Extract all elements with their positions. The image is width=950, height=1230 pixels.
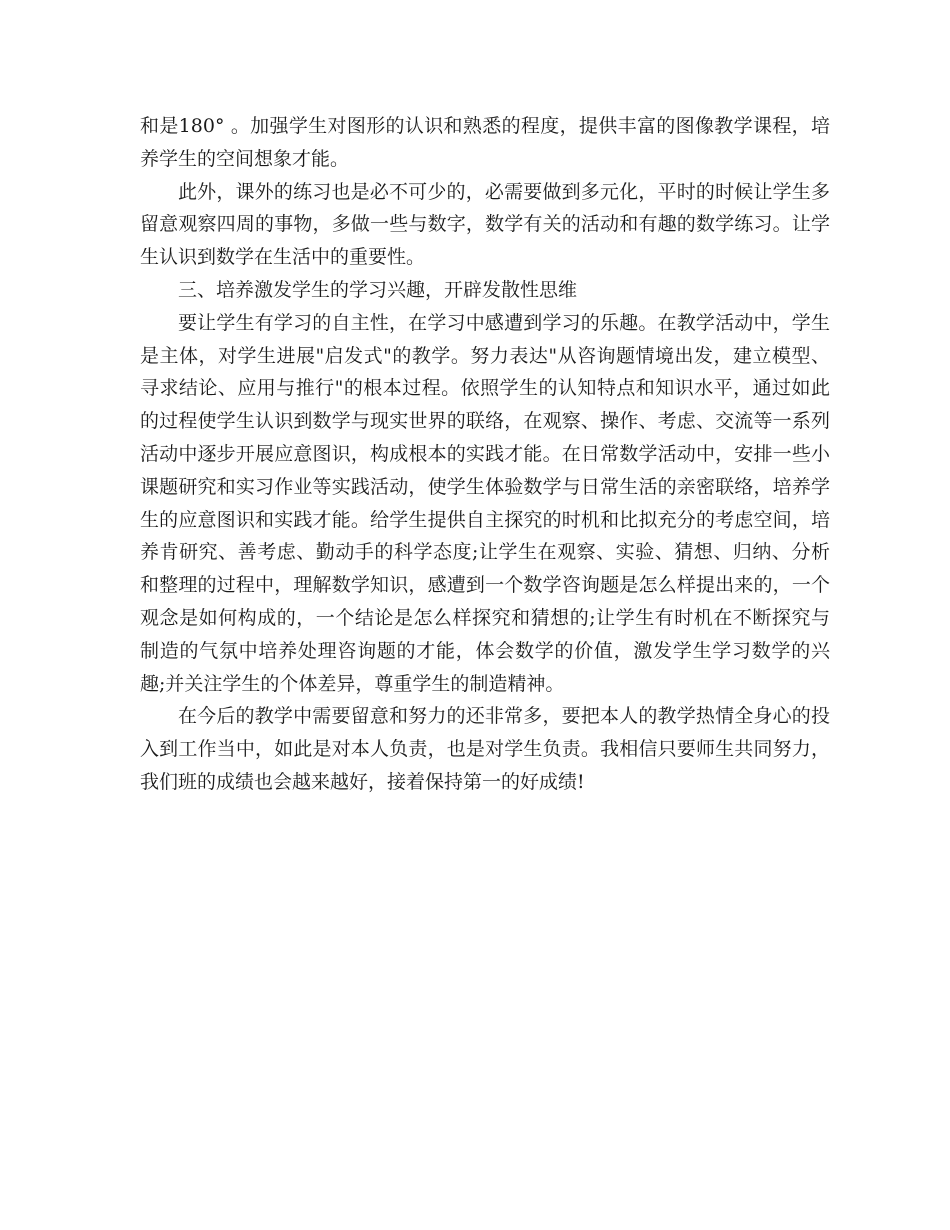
- document-body: [140, 110, 830, 799]
- section-heading: 三、培养激发学生的学习兴趣，开辟发散性思维: [178, 278, 578, 301]
- paragraph-student-autonomy: 要让学生有学习的自主性，在学习中感遭到学习的乐趣。在教学活动中，学生是主体，对学生进展"启发式"的教学。努力表达"从咨询题情境出发，建立模型、寻求结论、应用与推行"的根本过程。依照学生的认知特点和知识水平，通过如此的过程使学生认识到数学与现实世界的联络，在观察、操作、考虑、交流等一系列活动中逐步开展应意图识，构成根本的实践才能。在日常数学活动中，安排一些小课题研究和实习作业等实践活动，使学生体验数学与日常生活的亲密联络，培养学生的应意图识和实践才能。给学生提供自主探究的时机和比拟充分的考虑空间，培养肯研究、善考虑、勤动手的科学态度;让学生在观察、实验、猜想、归纳、分析和整理的过程中，理解数学知识，感遭到一个数学咨询题是怎么样提出来的，一个观念是如何构成的，一个结论是怎么样探究和猜想的;让学生有时机在不断探究与制造的气氛中培养处理咨询题的才能，体会数学的价值，激发学生学习数学的兴趣;并关注学生的个体差异，尊重学生的制造精神。: [140, 311, 830, 695]
- paragraph-extracurricular-practice: 此外，课外的练习也是必不可少的，必需要做到多元化，平时的时候让学生多留意观察四周的事物，多做一些与数字，数学有关的活动和有趣的数学练习。让学生认识到数学在生活中的重要性。: [140, 180, 830, 269]
- paragraph-conclusion: 在今后的教学中需要留意和努力的还非常多，要把本人的教学热情全身心的投入到工作当中，如此是对本人负责，也是对学生负责。我相信只要师生共同努力，我们班的成绩也会越来越好，接着保持第一的好成绩!: [140, 705, 830, 793]
- paragraph-continuation: 和是180° 。加强学生对图形的认识和熟悉的程度，提供丰富的图像教学课程，培养学生的空间想象才能。: [140, 115, 830, 170]
